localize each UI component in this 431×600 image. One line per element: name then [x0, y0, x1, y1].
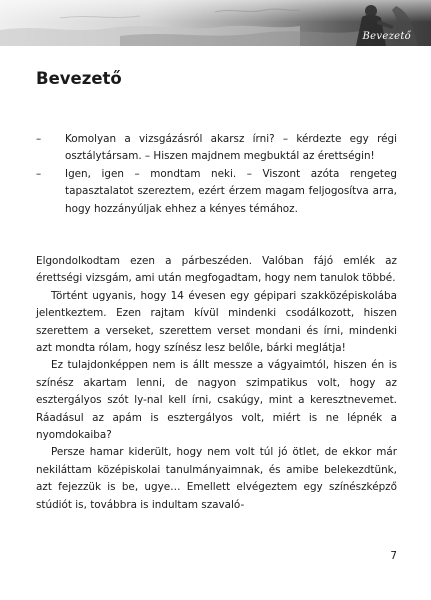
dialogue-text: Komolyan a vizsgázásról akarsz írni? – kérdezte egy régi osztálytársam. – Hiszen majdnem megbuktál az érettségin! [65, 133, 397, 163]
paragraph: Történt ugyanis, hogy 14 évesen egy gépipari szakközépiskolába jelentkeztem. Ezen rajtam kívül mindenki csodálkozott, hiszen szerettem a verseket, szerettem verset mondani és írni, mindenki azt mondta rólam, hogy színész lesz belőle, bárki meglátja! [36, 289, 397, 355]
body-text [36, 253, 397, 514]
paragraph: Ez tulajdonképpen nem is állt messze a vágyaimtól, hiszen én is színész akartam lenni, de nagyon szimpatikus volt, hogy az esztergályos szót ly-nal kell írni, csakúgy, mint a keresztnevemet. Ráadásul az apám is esztergályos volt, miért is ne lépnék a nyomdokaiba? [36, 359, 397, 442]
dialogue-list [36, 131, 397, 218]
dialogue-line [36, 166, 397, 218]
page-number: 7 [390, 550, 397, 562]
paragraph: Persze hamar kiderült, hogy nem volt túl jó ötlet, de ekkor már nekiláttam középiskolai tanulmányaimnak, és amibe belekezdtünk, azt fejezzük is be, ugye… Emellett elvégeztem egy színészképző stúdiót is, továbbra is indultam szavaló- [36, 446, 397, 511]
chapter-title: Bevezető [36, 69, 122, 88]
running-head: Bevezető [362, 31, 411, 42]
dialogue-dash: – [36, 133, 42, 145]
dialogue-dash: – [36, 167, 42, 180]
dialogue-line [36, 131, 397, 166]
paragraph: Elgondolkodtam ezen a párbeszéden. Valóban fájó emlék az érettségi vizsgám, ami után megfogadtam, hogy nem tanulok többé. [36, 255, 397, 285]
header-watercolor-band [0, 0, 431, 46]
dialogue-text: Igen, igen – mondtam neki. – Viszont azóta rengeteg tapasztalatot szereztem, ezért érzem magam feljogosítva arra, hogy hozzányúljak ehhez a kényes témához. [65, 167, 397, 215]
